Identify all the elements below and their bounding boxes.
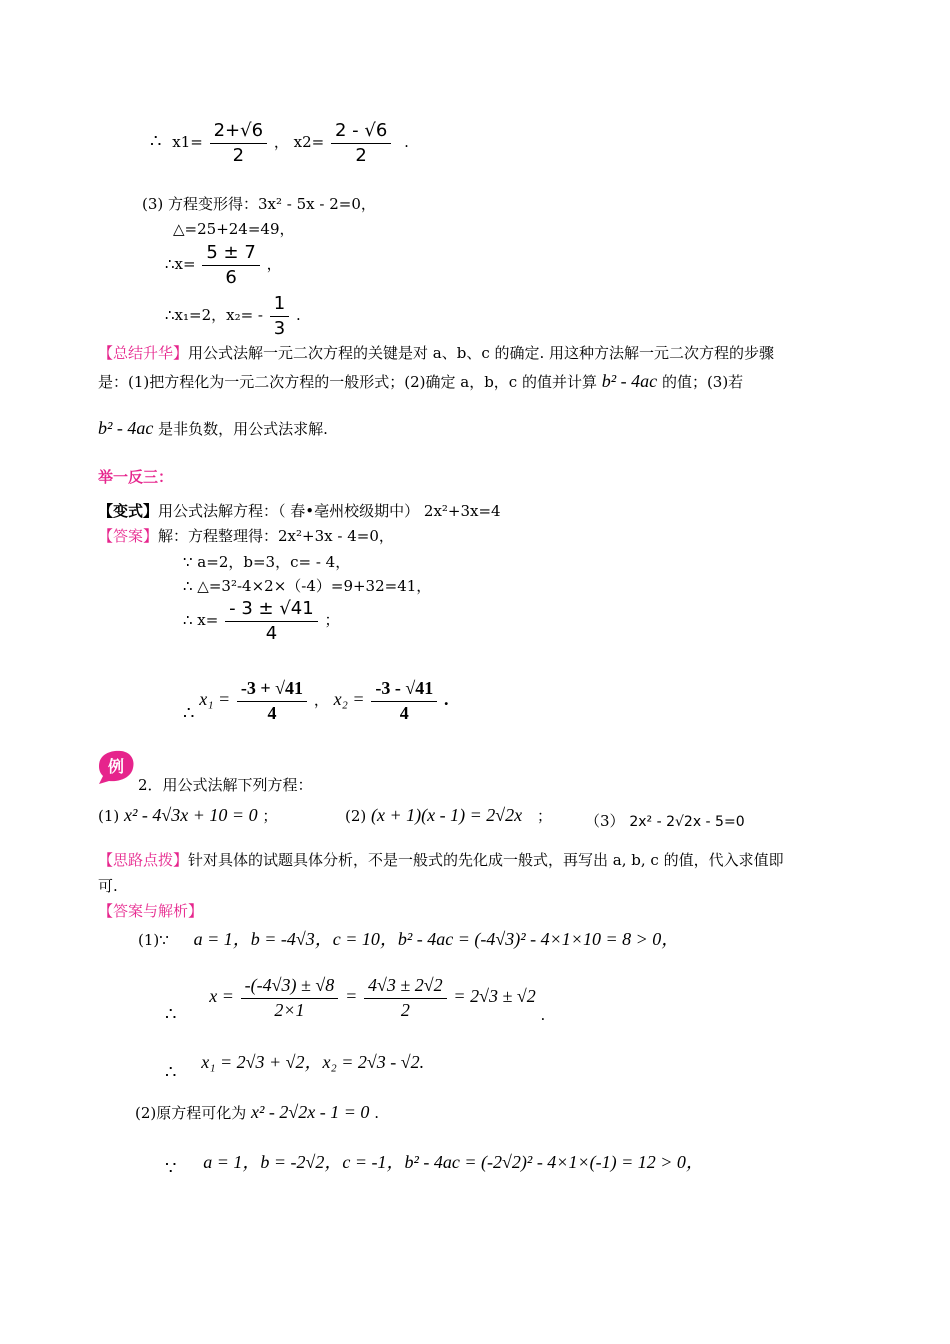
summary-text2a: 是：(1)把方程化为一元二次方程的一般形式；(2)确定 a，b，c 的值并计算 <box>98 373 597 391</box>
root-denominator: 3 <box>273 317 286 339</box>
summary-text3: 是非负数，用公式法求解. <box>158 420 328 438</box>
s1-dot: . <box>540 1006 546 1025</box>
summary-tag: 【总结升华】 <box>98 344 189 362</box>
summary-line3 <box>98 418 328 440</box>
solution-1-roots <box>165 1052 424 1084</box>
answer-x-end: ； <box>324 611 340 630</box>
s1-label: (1)∵ <box>138 931 169 949</box>
s2-intro-equation: x² - 2√2x - 1 = 0 <box>251 1102 370 1122</box>
x1-fraction <box>210 120 267 166</box>
root-numerator: 1 <box>270 293 289 317</box>
s1-frac1-denominator: 2×1 <box>274 999 305 1020</box>
x-denominator: 6 <box>225 266 237 288</box>
answer-line2: ∵ a=2，b=3，c= - 4， <box>183 553 351 571</box>
s1-frac2 <box>364 975 447 1021</box>
solution-1-line <box>138 929 679 951</box>
answer-tag: 【答案】 <box>98 527 159 545</box>
s1-frac1-numerator: -(-4√3) ± √8 <box>241 975 339 999</box>
answer-x-fraction <box>225 598 318 644</box>
s2-because: ∵ <box>165 1158 177 1179</box>
s1-result: = 2√3 ± √2 <box>453 986 536 1007</box>
summary-line1 <box>98 344 774 362</box>
hint-text1: 针对具体的试题具体分析，不是一般式的先化成一般式，再写出 a, b, c 的值，代入求值即 <box>188 851 784 869</box>
final-x1-fraction <box>237 678 307 724</box>
s2-values: a = 1，b = -2√2，c = -1，b² - 4ac = (-2√2)² - 4×1×(-1) = 12 > 0， <box>203 1152 704 1172</box>
final-x2-denominator: 4 <box>399 702 409 723</box>
s1-frac2-numerator: 4√3 ± 2√2 <box>364 975 447 999</box>
x2-fraction <box>331 120 391 166</box>
variant-tag: 【变式】 <box>98 502 159 520</box>
s1-roots-therefore: ∴ <box>165 1062 177 1083</box>
roots-line-1 <box>150 120 409 166</box>
x2-denominator: 2 <box>355 144 367 166</box>
x-numerator: 5 ± 7 <box>202 242 259 266</box>
eq1-end: ； <box>262 807 278 825</box>
hint-line1 <box>98 851 784 869</box>
x2-numerator: 2 - √6 <box>331 120 391 144</box>
answer-line1 <box>98 527 394 545</box>
final-x1-denominator: 4 <box>267 702 277 723</box>
therefore-symbol: ∴ <box>150 131 162 153</box>
separator: ， <box>273 133 289 152</box>
badge-label: 例 <box>107 757 125 776</box>
root-fraction <box>270 293 289 339</box>
answer-x-denominator: 4 <box>265 622 278 644</box>
eq1-label: (1) <box>98 807 120 825</box>
variant-line <box>98 502 501 520</box>
x2-lhs: x₂ = <box>333 689 365 710</box>
s2-intro-end: . <box>374 1104 379 1122</box>
x2-label: x2= <box>293 133 325 152</box>
x-fraction <box>202 242 259 288</box>
hint-line2: 可. <box>98 877 118 895</box>
example-badge-icon <box>95 748 137 784</box>
s1-roots-values: x₁ = 2√3 + √2，x₂ = 2√3 - √2. <box>201 1052 425 1072</box>
s1-values: a = 1，b = -4√3，c = 10，b² - 4ac = (-4√3)² - 4×1×10 = 8 > 0， <box>193 929 680 949</box>
x-comma: ， <box>266 255 282 274</box>
s1-equals: = <box>345 986 358 1007</box>
discriminant-formula-2: b² - 4ac <box>98 418 154 438</box>
eq2-label: (2) <box>345 807 367 825</box>
final-therefore: ∴ <box>183 703 195 725</box>
x1-denominator: 2 <box>232 144 245 166</box>
summary-text2b: 的值；(3)若 <box>661 373 744 391</box>
final-x2-fraction <box>371 678 437 724</box>
answer-x-formula <box>183 598 340 644</box>
solution-2-line <box>165 1152 704 1180</box>
end-dot: . <box>404 133 409 152</box>
summary-text1: 用公式法解一元二次方程的关键是对 a、b、c 的确定. 用这种方法解一元二次方程的步骤 <box>188 344 775 362</box>
hint-tag: 【思路点拨】 <box>98 851 189 869</box>
part3-roots <box>165 293 301 339</box>
solution-1-formula <box>165 975 545 1026</box>
example-eq2 <box>345 805 552 827</box>
x1-numerator: 2+√6 <box>210 120 267 144</box>
eq2-end: ； <box>536 807 552 825</box>
x-label: ∴x= <box>165 255 196 274</box>
solution-2-intro <box>135 1102 379 1124</box>
discriminant-formula: b² - 4ac <box>601 371 658 391</box>
eq3-label: （3） <box>585 812 625 830</box>
answer-final-roots <box>183 678 448 725</box>
part3-line2: △=25+24=49， <box>173 220 295 238</box>
part3-x-formula <box>165 242 282 288</box>
practice-heading: 举一反三： <box>98 468 174 486</box>
answer-x-numerator: - 3 ± √41 <box>225 598 318 622</box>
example-eq3 <box>585 812 745 831</box>
roots-prefix: ∴x₁=2，x₂= - <box>165 306 264 325</box>
part3-line1: (3) 方程变形得：3x² - 5x - 2=0， <box>142 195 376 213</box>
s1-therefore: ∴ <box>165 1004 177 1026</box>
answer-text1: 解：方程整理得：2x²+3x - 4=0， <box>158 527 394 545</box>
s2-intro-label: (2)原方程可化为 <box>135 1104 247 1122</box>
answer-x-label: ∴ x= <box>183 611 219 630</box>
eq1-formula: x² - 4√3x + 10 = 0 <box>124 805 258 825</box>
x1-lhs: x₁ = <box>199 689 231 710</box>
answer-line3: ∴ △=3²-4×2×（-4）=9+32=41， <box>183 577 432 595</box>
x1-label: x1= <box>172 133 203 152</box>
summary-line2 <box>98 371 743 393</box>
eq3-formula: 2x² - 2√2x - 5=0 <box>629 814 745 830</box>
final-x2-numerator: -3 - √41 <box>371 678 437 702</box>
final-x1-numerator: -3 + √41 <box>237 678 307 702</box>
example-title: 2．用公式法解下列方程： <box>138 776 313 794</box>
eq2-formula: (x + 1)(x - 1) = 2√2x <box>371 805 523 825</box>
s1-frac1 <box>241 975 339 1021</box>
variant-text: 用公式法解方程：（ 春•亳州校级期中） 2x²+3x=4 <box>158 502 501 520</box>
example-eq1 <box>98 805 277 827</box>
final-end: . <box>443 689 449 710</box>
s1-x: x = <box>209 986 234 1007</box>
final-mid-sep: ， <box>313 691 329 710</box>
root-end: . <box>296 306 301 325</box>
solution-tag: 【答案与解析】 <box>98 902 204 920</box>
s1-frac2-denominator: 2 <box>400 999 410 1020</box>
